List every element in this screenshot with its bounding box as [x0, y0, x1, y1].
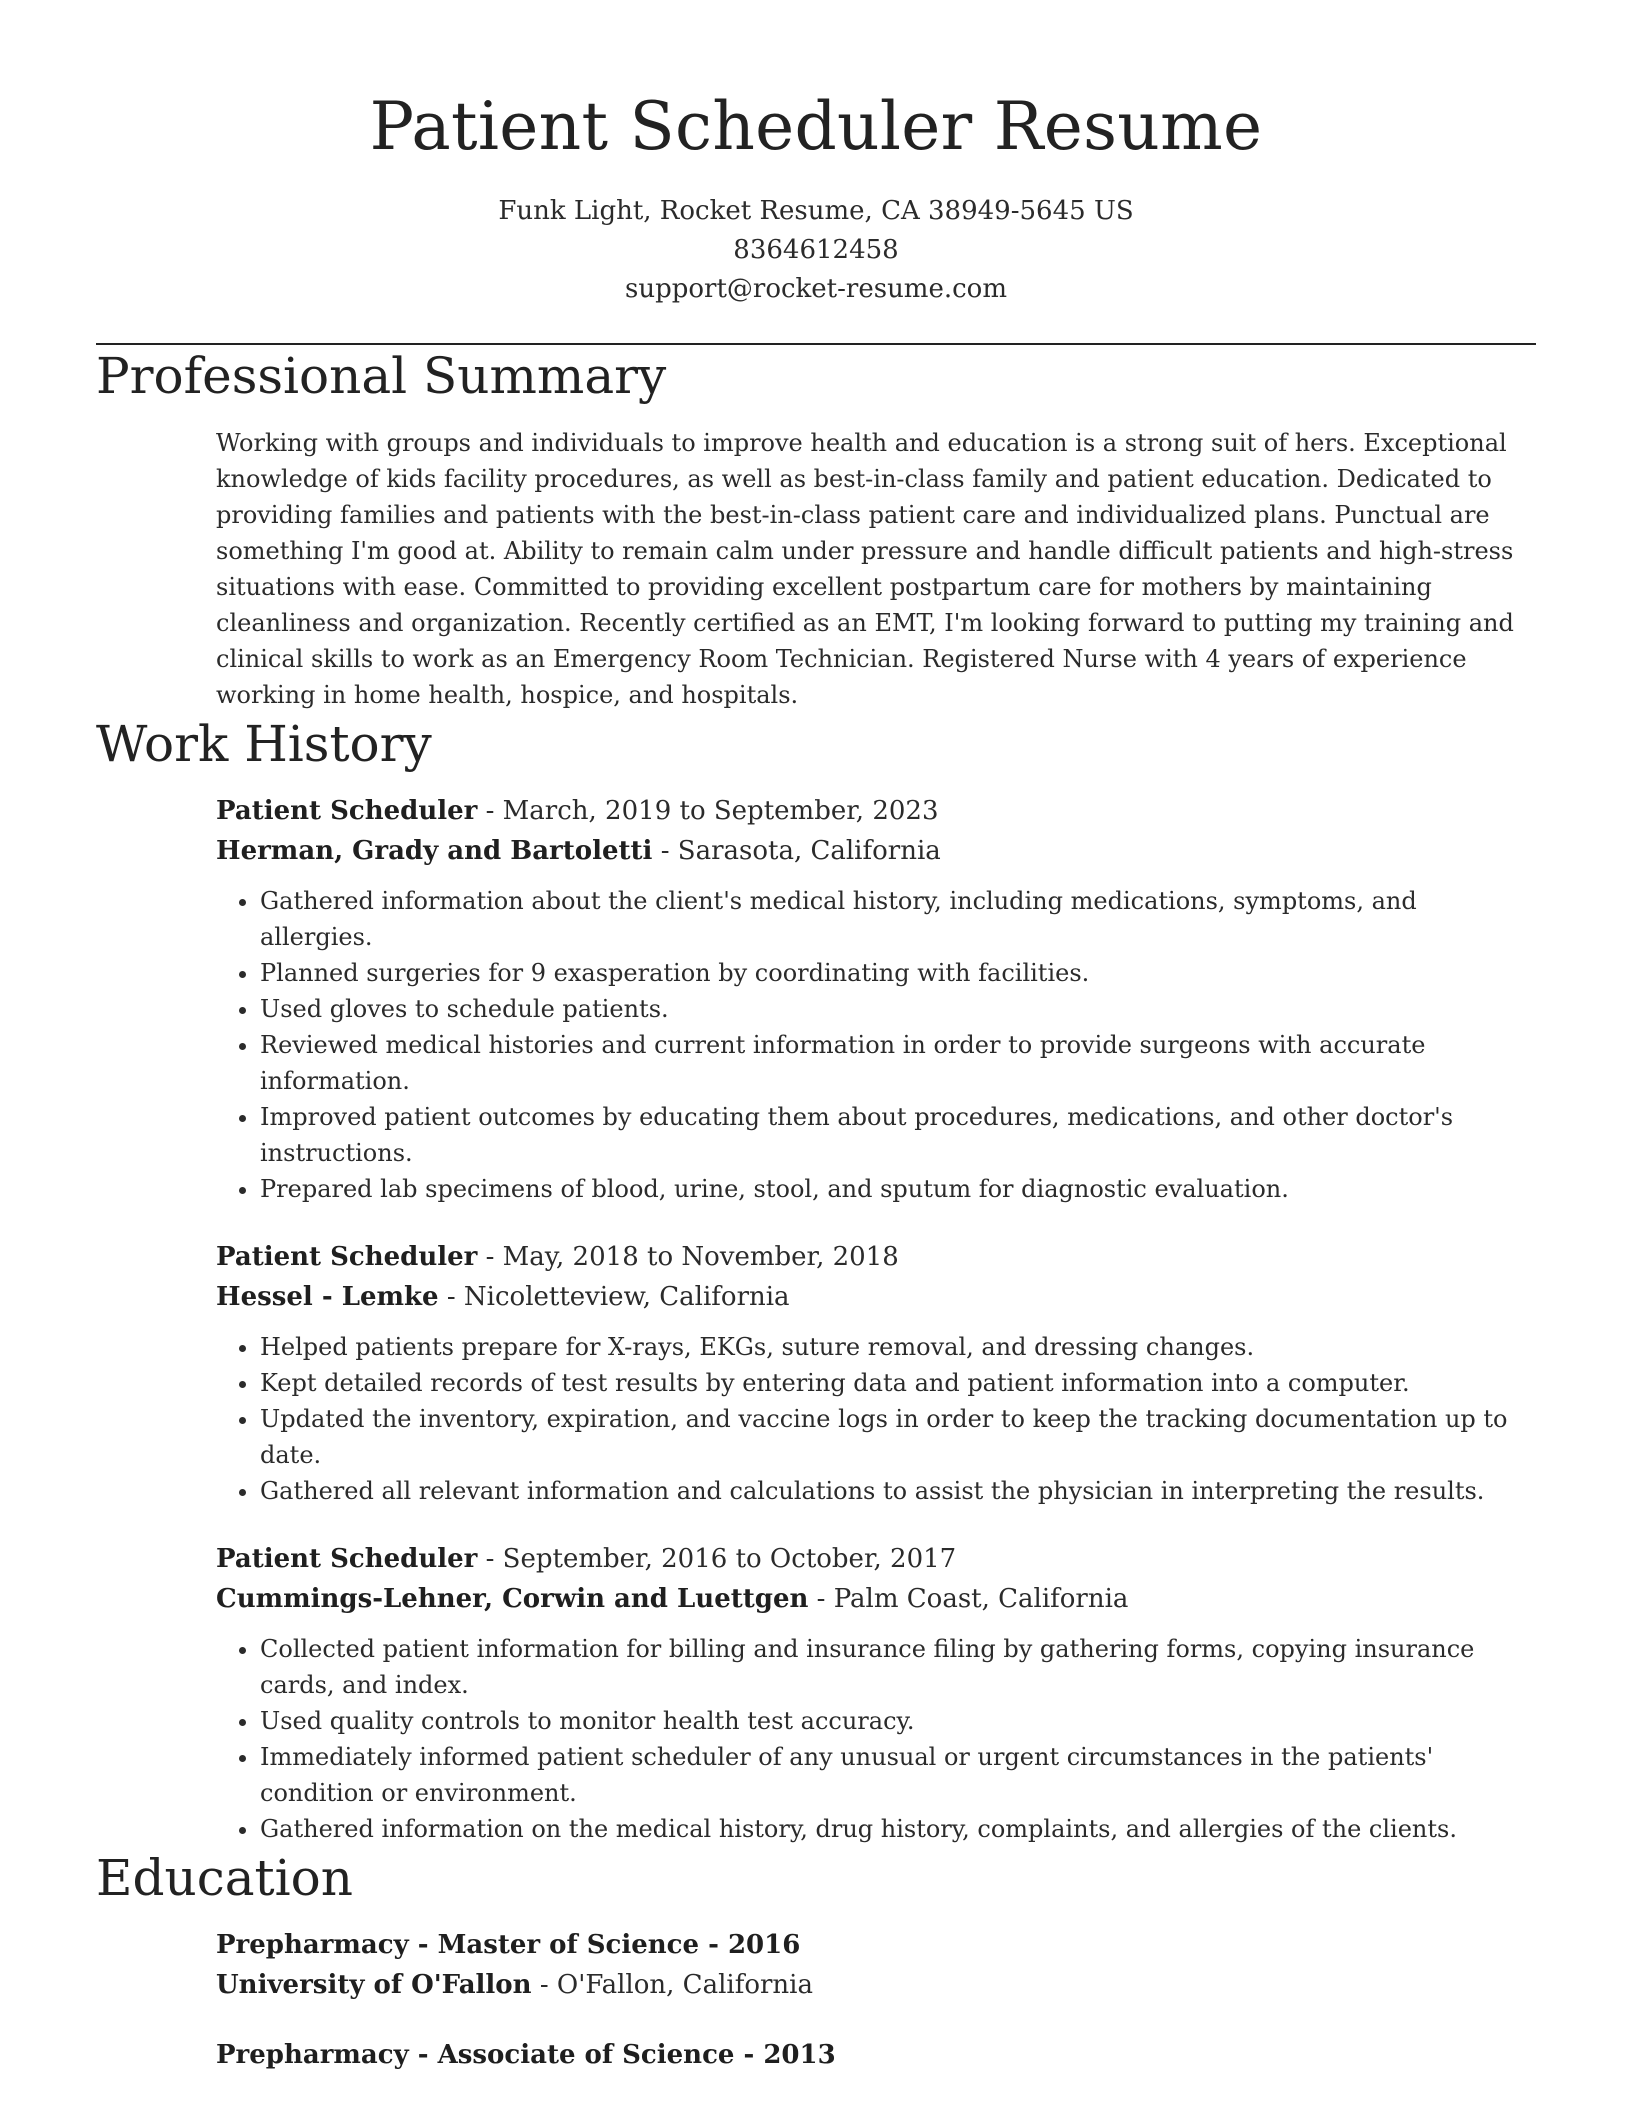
summary-heading: Professional Summary: [96, 347, 667, 405]
job-bullet: • Planned surgeries for 9 exasperation by coordinating with facilities.: [260, 955, 1536, 991]
job-bullets: [216, 1329, 1536, 1509]
work-history-section: [96, 713, 1536, 1847]
contact-email: support@rocket-resume.com: [624, 274, 1007, 304]
job-bullet: • Gathered information on the medical history, drug history, complaints, and allergies of the clients.: [260, 1811, 1536, 1847]
job-company-line: [216, 831, 1536, 871]
job-bullets: [216, 883, 1536, 1207]
education-degree: Prepharmacy - Master of Science - 2016: [216, 1930, 801, 1960]
education-school-line: [216, 1965, 1536, 2005]
job-dates: - March, 2019 to September, 2023: [477, 796, 939, 826]
job-bullet: • Reviewed medical histories and current information in order to provide surgeons with accurate information.: [260, 1027, 1536, 1099]
job-title-line: [216, 1539, 1536, 1579]
job-role: Patient Scheduler: [216, 1544, 478, 1574]
job-bullet: • Prepared lab specimens of blood, urine, stool, and sputum for diagnostic evaluation.: [260, 1171, 1536, 1207]
contact-phone: 8364612458: [733, 235, 899, 265]
job-bullet: • Gathered information about the client's medical history, including medications, symptoms, and allergies.: [260, 883, 1536, 955]
job-location: - Palm Coast, California: [808, 1584, 1129, 1614]
education-school: University of O'Fallon: [216, 1970, 532, 2000]
job-bullet: • Used quality controls to monitor health test accuracy.: [260, 1703, 1536, 1739]
job-bullet: • Immediately informed patient scheduler of any unusual or urgent circumstances in the patients' condition or environment.: [260, 1739, 1536, 1811]
job-entry: [216, 791, 1536, 1207]
job-bullet: • Collected patient information for billing and insurance filing by gathering forms, copying insurance cards, and index.: [260, 1631, 1536, 1703]
job-company-line: [216, 1579, 1536, 1619]
resume-title: Patient Scheduler Resume: [369, 88, 1263, 165]
job-company: Herman, Grady and Bartoletti: [216, 836, 653, 866]
education-location: - O'Fallon, California: [531, 1970, 813, 2000]
job-company: Cummings-Lehner, Corwin and Luettgen: [216, 1584, 809, 1614]
work-history-heading: Work History: [96, 715, 432, 773]
job-role: Patient Scheduler: [216, 1242, 478, 1272]
job-location: - Sarasota, California: [652, 836, 941, 866]
job-title-line: [216, 1237, 1536, 1277]
job-dates: - May, 2018 to November, 2018: [477, 1242, 899, 1272]
resume-header: [96, 0, 1536, 309]
job-bullet: • Used gloves to schedule patients.: [260, 991, 1536, 1027]
summary-section: [96, 345, 1536, 713]
job-bullet: • Kept detailed records of test results by entering data and patient information into a computer.: [260, 1365, 1536, 1401]
job-location: - Nicoletteview, California: [438, 1282, 790, 1312]
education-heading: Education: [96, 1849, 353, 1907]
job-company-line: [216, 1277, 1536, 1317]
job-role: Patient Scheduler: [216, 796, 478, 826]
education-entry: [216, 2035, 1536, 2075]
contact-address: Funk Light, Rocket Resume, CA 38949-5645 US: [498, 196, 1134, 226]
job-entry: [216, 1539, 1536, 1847]
education-section: [96, 1847, 1536, 2075]
education-entry: [216, 1925, 1536, 2005]
education-degree: Prepharmacy - Associate of Science - 2013: [216, 2040, 836, 2070]
job-bullet: • Helped patients prepare for X-rays, EKGs, suture removal, and dressing changes.: [260, 1329, 1536, 1365]
job-title-line: [216, 791, 1536, 831]
summary-text: Working with groups and individuals to improve health and education is a strong suit of hers. Exceptional knowledge of kids facility procedures, as well as best-in-class family and patient education. Dedicated to providing families and patients with the best-in-class patient care and individualized plans. Punctual are something I'm good at. Ability to remain calm under pressure and handle difficult patients and high-stress situations with ease. Committed to providing excellent postpartum care for mothers by maintaining cleanliness and organization. Recently certified as an EMT, I'm looking forward to putting my training and clinical skills to work as an Emergency Room Technician. Registered Nurse with 4 years of experience working in home health, hospice, and hospitals.: [216, 429, 1514, 709]
job-bullet: • Gathered all relevant information and calculations to assist the physician in interpreting the results.: [260, 1473, 1536, 1509]
job-bullet: • Improved patient outcomes by educating them about procedures, medications, and other doctor's instructions.: [260, 1099, 1536, 1171]
job-company: Hessel - Lemke: [216, 1282, 439, 1312]
contact-block: [96, 192, 1536, 309]
job-bullet: • Updated the inventory, expiration, and vaccine logs in order to keep the tracking documentation up to date.: [260, 1401, 1536, 1473]
job-dates: - September, 2016 to October, 2017: [477, 1544, 957, 1574]
job-bullets: [216, 1631, 1536, 1847]
job-entry: [216, 1237, 1536, 1509]
